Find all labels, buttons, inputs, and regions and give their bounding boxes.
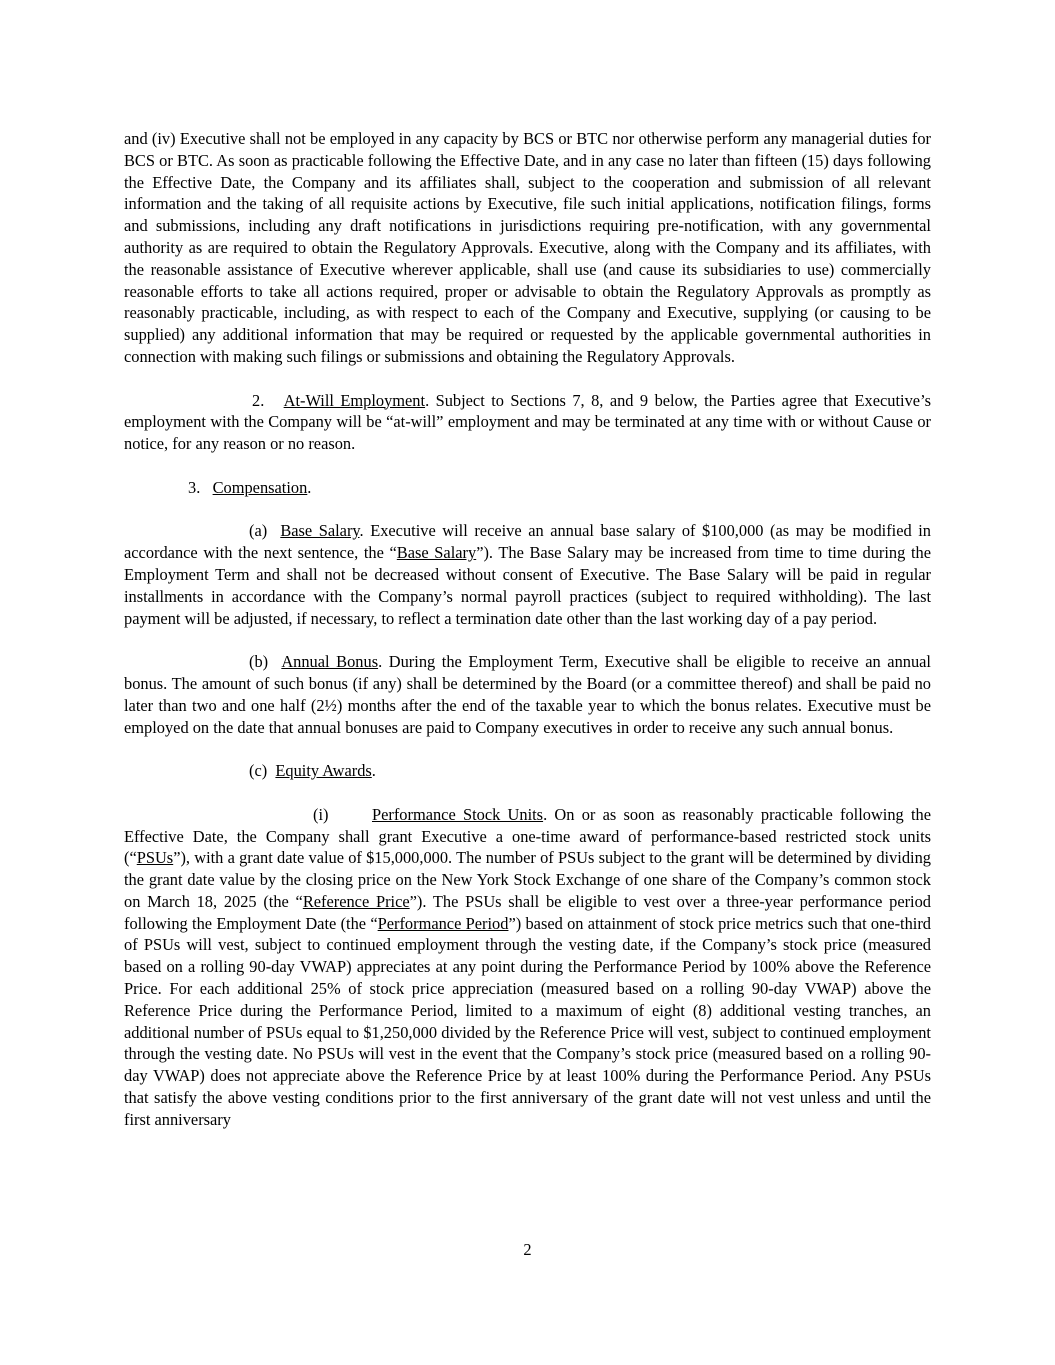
clause-body-1: . On or as soon as reasonably practicable following the Effective Date, the Company shall grant Executive a one-time award of performance-based restricted stock units (“ xyxy=(124,804,932,868)
document-page xyxy=(124,128,931,1152)
defined-term-reference-price: Reference Price xyxy=(302,891,410,911)
section-heading-period: . xyxy=(307,477,312,497)
subsection-heading-period: . xyxy=(371,761,376,781)
subsection-heading: Equity Awards xyxy=(275,761,372,781)
section-heading: At-Will Employment xyxy=(283,390,426,410)
subsection-heading: Annual Bonus xyxy=(281,652,379,672)
defined-term-base-salary: Base Salary xyxy=(396,543,477,563)
section-3ci-performance-stock-units xyxy=(124,804,931,1131)
subsection-heading: Base Salary xyxy=(280,521,360,541)
section-3-compensation xyxy=(124,477,931,499)
section-2-at-will-employment xyxy=(124,390,931,455)
subsection-body-1: . Executive will receive an annual base salary of $100,000 (as may be modified in accordance with the next sentence, the “ xyxy=(124,521,931,563)
section-3a-base-salary xyxy=(124,520,931,629)
section-body: . Subject to Sections 7, 8, and 9 below, the Parties agree that Executive’s employment with the Company will be “at-will” employment and may be terminated at any time with or without Cause or notice, for any reason or no reason. xyxy=(124,390,931,454)
page-number: 2 xyxy=(523,1240,532,1259)
defined-term-performance-period: Performance Period xyxy=(377,913,509,933)
paragraph-regulatory-approvals xyxy=(124,128,931,368)
clause-number: (i) xyxy=(313,804,329,824)
section-3c-equity-awards xyxy=(124,760,931,782)
section-number: 3. xyxy=(188,477,201,497)
subsection-number: (a) xyxy=(249,521,268,541)
clause-body-4: ”) based on attainment of stock price metrics such that one-third of PSUs will vest, subject to continued employment through the vesting date, if the Company’s stock price (measured based on a rolling 90-day VWAP) appreciates at any point during the Performance Period by 100% above the Reference Price. For each additional 25% of stock price appreciation (measured based on a rolling 90-day VWAP) above the Reference Price during the Performance Period, limited to a maximum of eight (8) additional vesting tranches, an additional number of PSUs equal to $1,250,000 divided by the Reference Price will vest, subject to continued employment through the vesting date. No PSUs will vest in the event that the Company’s stock price (measured based on a rolling 90-day VWAP) does not appreciate above the Reference Price by at least 100% during the Performance Period. Any PSUs that satisfy the above vesting conditions prior to the first anniversary of the grant date will not vest unless and until the first anniversary xyxy=(124,913,931,1129)
clause-body-3: ”). The PSUs shall be eligible to vest over a three-year performance period following the Employment Date (the “ xyxy=(124,891,932,933)
clause-heading: Performance Stock Units xyxy=(371,804,544,824)
defined-term-psus: PSUs xyxy=(136,848,174,868)
section-number: 2. xyxy=(252,390,265,410)
paragraph-text: and (iv) Executive shall not be employed in any capacity by BCS or BTC nor otherwise perform any managerial duties for BCS or BTC. As soon as practicable following the Effective Date, and in any case no later than fifteen (15) days following the Effective Date, the Company and its affiliates shall, subject to the cooperation and submission of all relevant information and the taking of all requisite actions by Executive, file such initial applications, notification filings, forms and submissions, including any draft notifications in jurisdictions requiring pre-notification, with any governmental authority as are required to obtain the Regulatory Approvals. Executive, along with the Company and its affiliates, with the reasonable assistance of Executive wherever applicable, shall use (and cause its subsidiaries to use) commercially reasonable efforts to take all actions required, proper or advisable to obtain the Regulatory Approvals as promptly as reasonably practicable, including, as with respect to each of the Company and Executive, supplying (or causing to be supplied) any additional information that may be required or requested by the applicable governmental authorities in connection with making such filings or submissions and obtaining the Regulatory Approvals. xyxy=(124,129,931,366)
subsection-body-2: ”). The Base Salary may be increased from time to time during the Employment Term and shall not be decreased without consent of Executive. The Base Salary will be paid in regular installments in accordance with the Company’s normal payroll practices (subject to required withholding). The last payment will be adjusted, if necessary, to reflect a termination date other than the last working day of a pay period. xyxy=(124,543,931,628)
section-heading: Compensation xyxy=(212,477,308,497)
subsection-number: (b) xyxy=(249,652,269,672)
subsection-body: . During the Employment Term, Executive shall be eligible to receive an annual bonus. The amount of such bonus (if any) shall be determined by the Board (or a committee thereof) and shall be paid no later than two and one half (2½) months after the end of the taxable year to which the bonus relates. Executive must be employed on the date that annual bonuses are paid to Company executives in order to receive any such annual bonus. xyxy=(124,652,931,737)
clause-body-2: ”), with a grant date value of $15,000,000. The number of PSUs subject to the grant will be determined by dividing the grant date value by the closing price on the New York Stock Exchange of one share of the Company’s common stock on March 18, 2025 (the “ xyxy=(124,848,931,911)
section-3b-annual-bonus xyxy=(124,651,931,738)
subsection-number: (c) xyxy=(249,761,268,781)
